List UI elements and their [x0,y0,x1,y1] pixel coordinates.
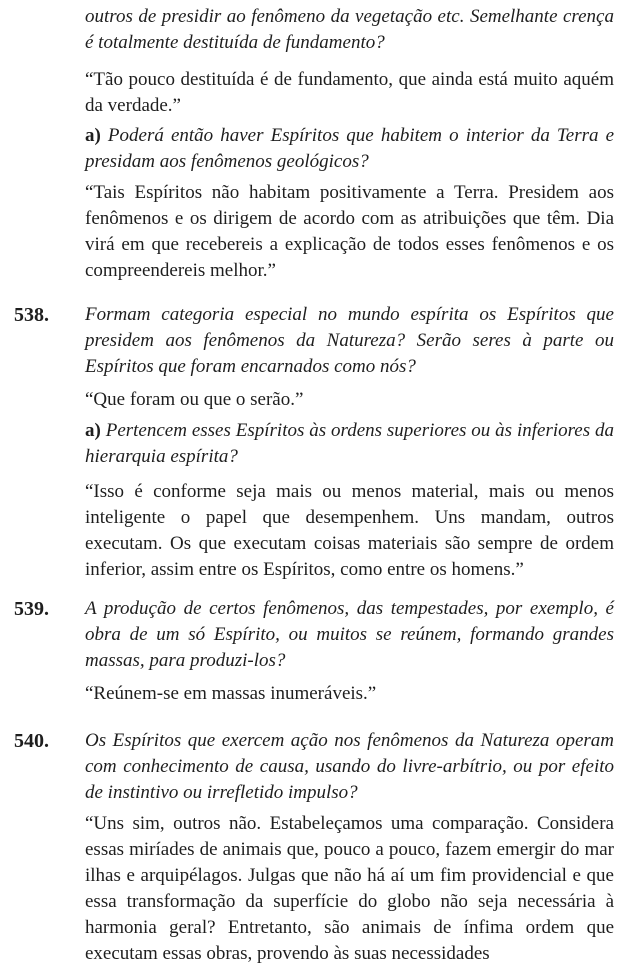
answer-text: “Isso é conforme seja mais ou menos material, mais ou menos inteligente o papel que desempenhem. Uns mandam, outros executam. Os que executam coisas materiais são sempre de ordem inferior, assim entre os Espíritos, como entre os homens.” [85,481,614,580]
subquestion [85,123,614,175]
question-text: outros de presidir ao fenômeno da vegetação etc. Semelhante crença é totalmente destituída de fundamento? [85,6,614,53]
question-text: Os Espíritos que exercem ação nos fenômenos da Natureza operam com conhecimento de causa, usando do livre-arbítrio, ou por efeito de instintivo ou irrefletido impulso? [85,730,614,803]
answer-text: “Tão pouco destituída é de fundamento, que ainda está muito aquém da verdade.” [85,69,614,116]
answer-text: “Tais Espíritos não habitam positivamente a Terra. Presidem aos fenômenos e os dirigem de acordo com as atribuições que têm. Dia virá em que recebereis a explicação de todos esses fenômenos e os compreendereis melhor.” [85,182,614,281]
answer-text: “Reúnem-se em massas inumeráveis.” [85,683,377,704]
question-text: A produção de certos fenômenos, das tempestades, por exemplo, é obra de um só Espírito, ou muitos se reúnem, formando grandes massas, para produzi-los? [85,598,614,671]
subquestion-marker: a) [85,125,101,146]
question-number: 538. [14,304,49,326]
question-text: Formam categoria especial no mundo espírita os Espíritos que presidem aos fenômenos da Natureza? Serão seres à parte ou Espíritos que foram encarnados como nós? [85,304,614,377]
answer-text: “Que foram ou que o serão.” [85,389,304,410]
question-number: 539. [14,598,49,620]
subquestion-text: Poderá então haver Espíritos que habitem o interior da Terra e presidam aos fenômenos geológicos? [85,125,614,172]
subquestion [85,418,614,470]
subquestion-text: Pertencem esses Espíritos às ordens superiores ou às inferiores da hierarquia espírita? [85,420,615,467]
subquestion-marker: a) [85,420,101,441]
answer-text: “Uns sim, outros não. Estabeleçamos uma comparação. Considera essas miríades de animais que, pouco a pouco, fazem emergir do mar ilhas e arquipélagos. Julgas que não há aí um fim providencial e que essa transformação da superfície do globo não seja necessária à harmonia geral? Entretanto, são animais de ínfima ordem que executam essas obras, provendo às suas necessidades [85,813,614,964]
question-number: 540. [14,730,49,752]
